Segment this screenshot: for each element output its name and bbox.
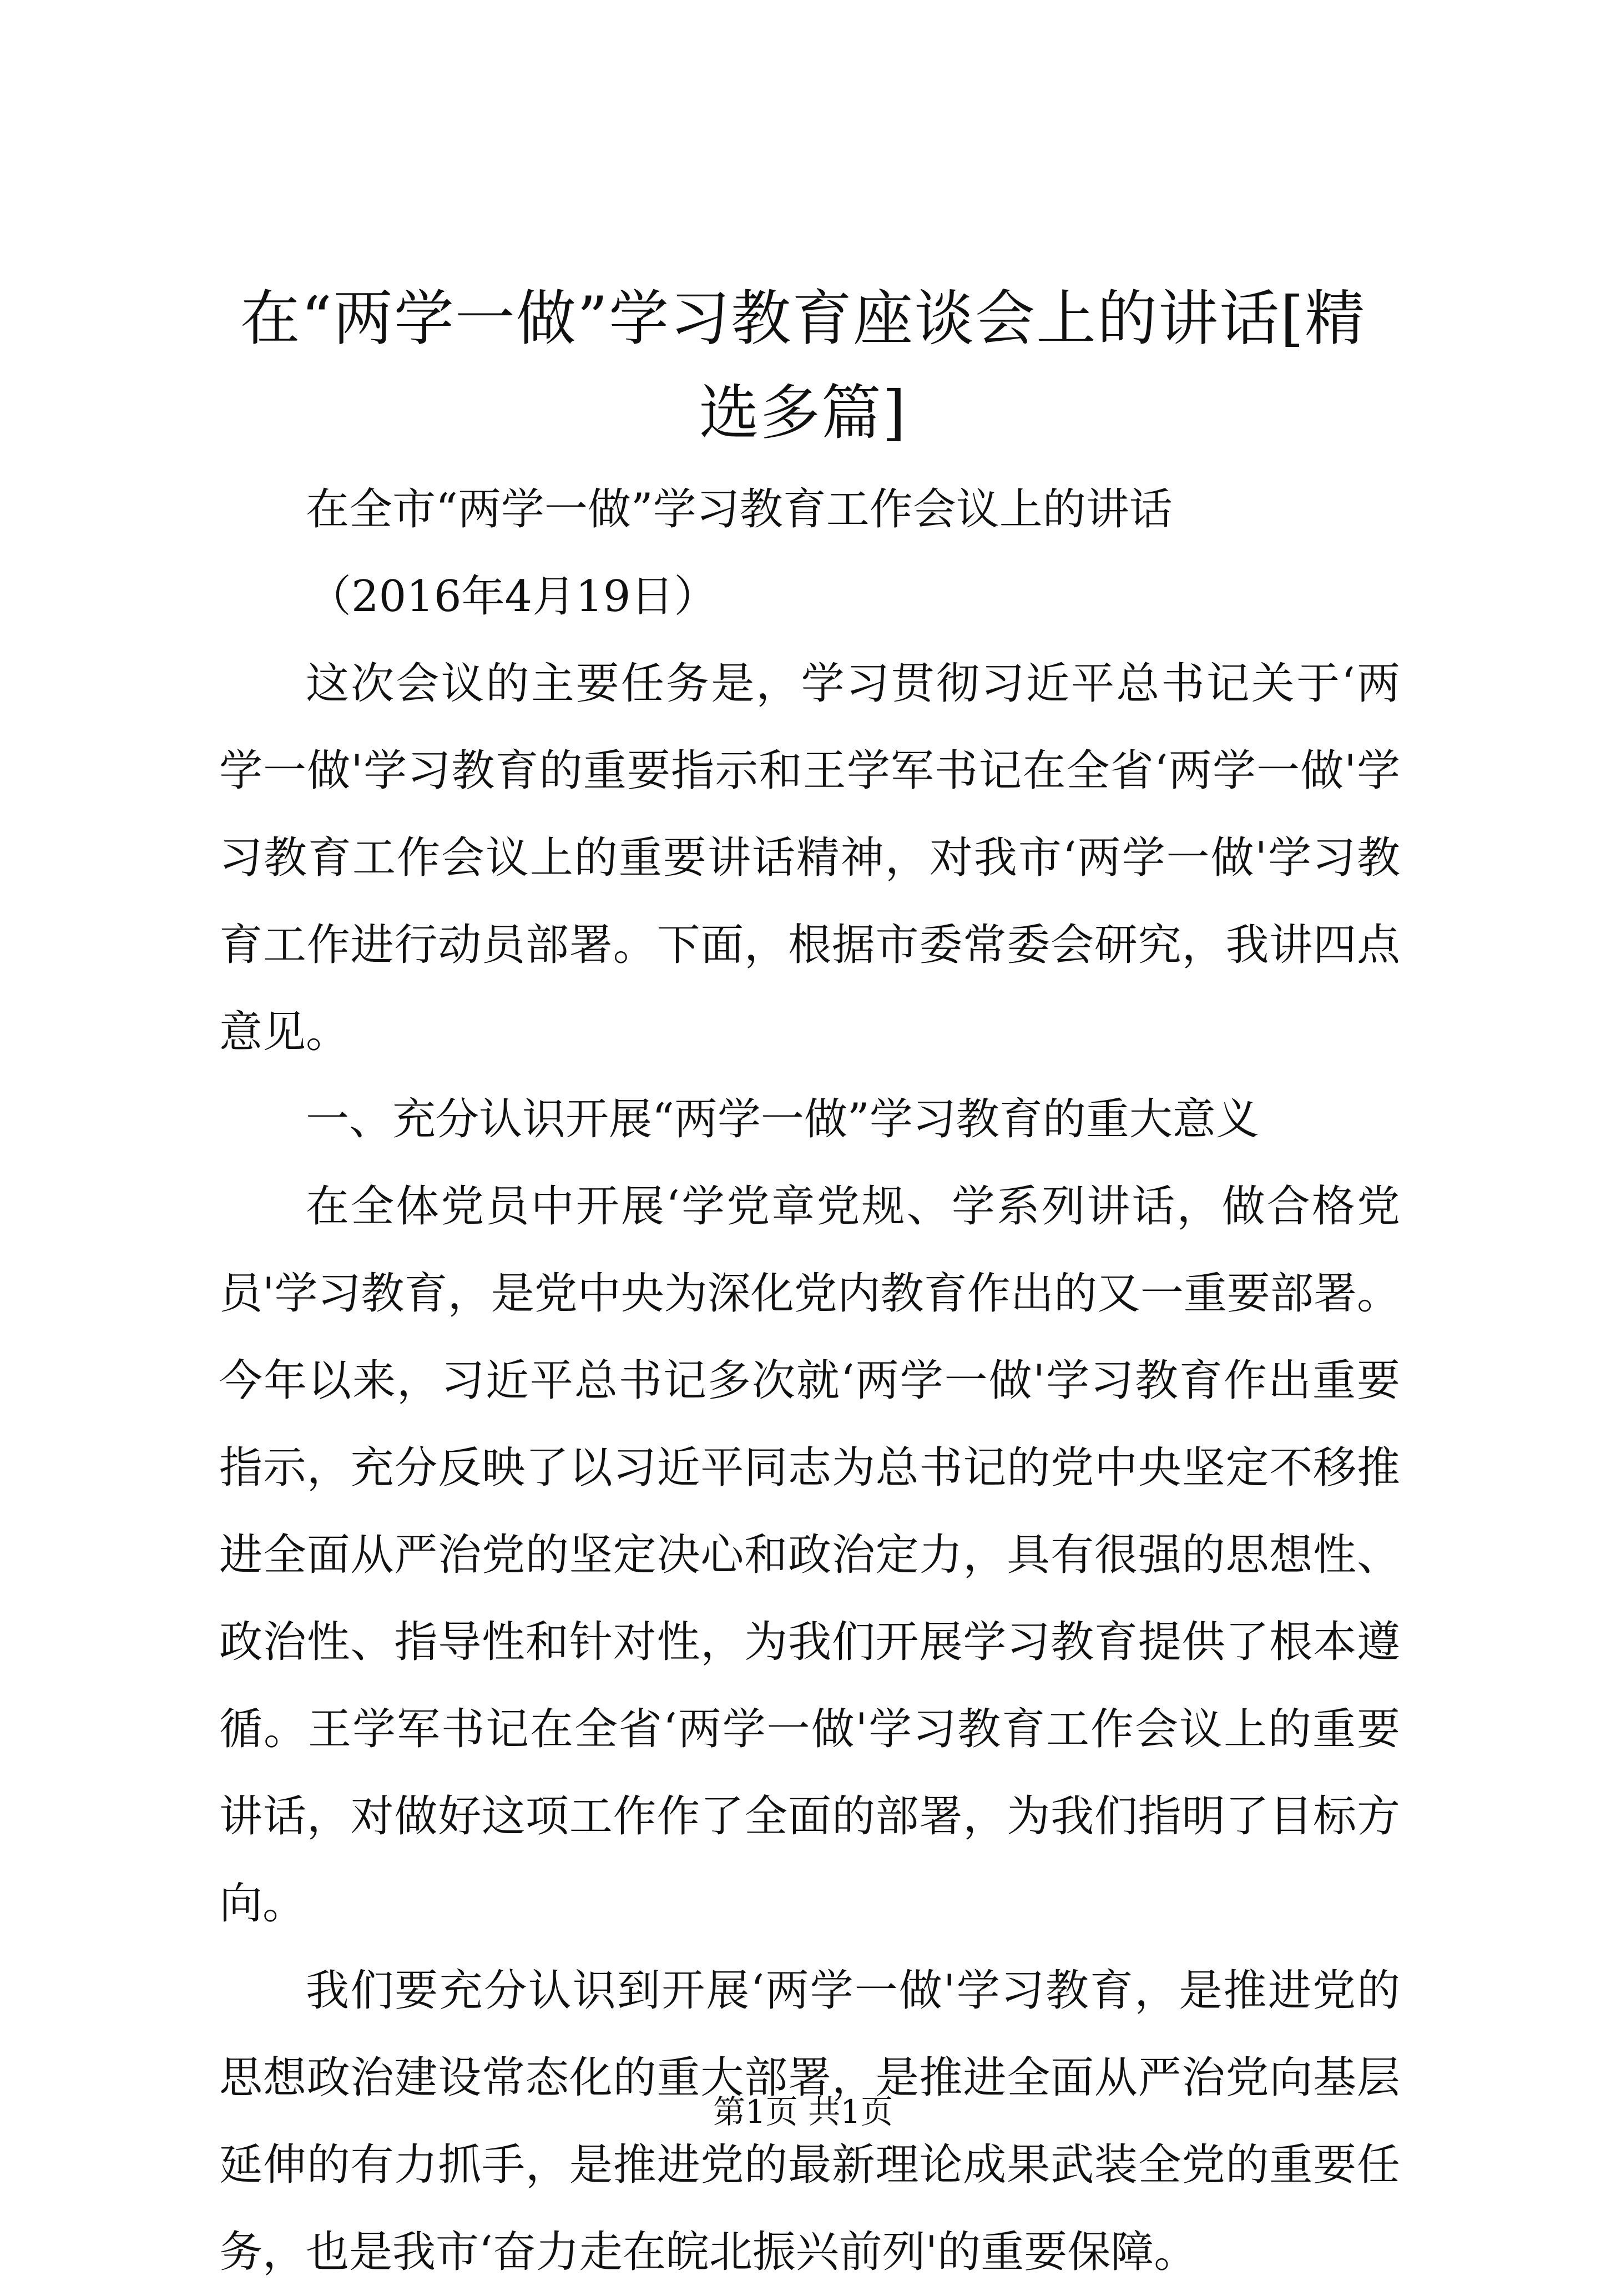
page-number-footer: 第1页 共1页 <box>713 2093 893 2131</box>
paragraph-3: 我们要充分认识到开展‘两学一做'学习教育，是推进党的思想政治建设常态化的重大部署，是推进全面从严治党向基层延伸的有力抓手，是推进党的最新理论成果武装全党的重要任务，也是我市‘奋力走在皖北振兴前列'的重要保障。 <box>219 1966 1400 2277</box>
document-body <box>219 466 1400 2296</box>
section-heading-1: 一、充分认识开展“两学一做”学习教育的重大意义 <box>306 1094 1259 1144</box>
paragraph-1: 这次会议的主要任务是，学习贯彻习近平总书记关于‘两学一做'学习教育的重要指示和王学军书记在全省‘两学一做'学习教育工作会议上的重要讲话精神，对我市‘两学一做'学习教育工作进行动员部署。下面，根据市委常委会研究，我讲四点意见。 <box>219 659 1400 1057</box>
document-title: 在“两学一做”学习教育座谈会上的讲话[精选多篇] <box>240 284 1366 448</box>
paragraph-2: 在全体党员中开展‘学党章党规、学系列讲话，做合格党员'学习教育，是党中央为深化党内教育作出的又一重要部署。今年以来，习近平总书记多次就‘两学一做'学习教育作出重要指示，充分反映了以习近平同志为总书记的党中央坚定不移推进全面从严治党的坚定决心和政治定力，具有很强的思想性、政治性、指导性和针对性，为我们开展学习教育提供了根本遵循。王学军书记在全省‘两学一做'学习教育工作会议上的重要讲话，对做好这项工作作了全面的部署，为我们指明了目标方向。 <box>219 1182 1400 1929</box>
subtitle: 在全市“两学一做”学习教育工作会议上的讲话 <box>306 485 1173 534</box>
speech-date: （2016年4月19日） <box>308 572 718 622</box>
